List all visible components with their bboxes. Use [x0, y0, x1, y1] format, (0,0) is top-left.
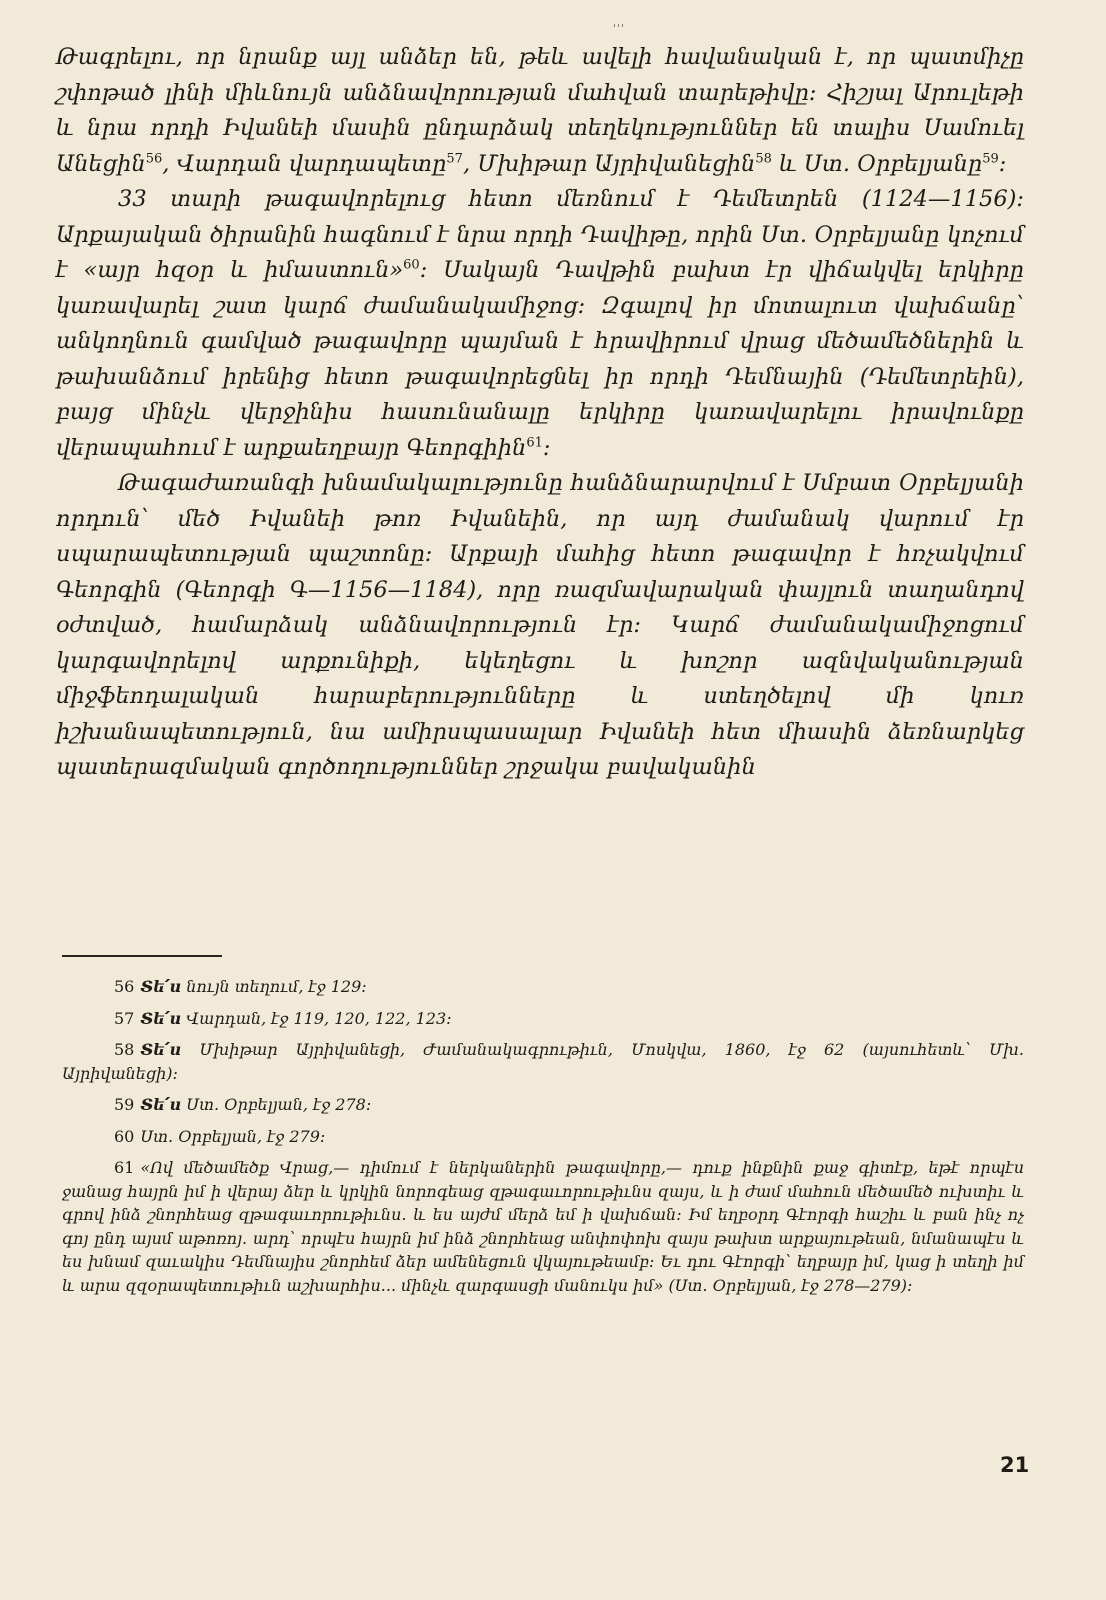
footnote-number: 61: [114, 1158, 135, 1177]
footnote-number: 58: [114, 1040, 135, 1059]
footnote-lead: Տե՛ս: [140, 1008, 182, 1028]
footnote-text: Վարդան, էջ 119, 120, 122, 123:: [181, 1008, 452, 1028]
footnote-number: 59: [114, 1095, 135, 1114]
footnote-divider: [62, 955, 222, 957]
footnote-number: 57: [114, 1008, 135, 1028]
footnote: [62, 1038, 1024, 1085]
footnote-number: 60: [114, 1126, 135, 1146]
footnote-reference: 58: [755, 151, 772, 166]
text-segment: 33 տարի թագավորելուց հետո մեռնում է Դեմետրեն (1124—1156): Արքայական ծիրանին հագնում է նրա որդի Դավիթը, որին Ստ. Օրբելյանը կոչում է «այր հզօր և իմաստուն»: [56, 186, 1024, 283]
text-segment: և Ստ. Օրբելյանը: [771, 150, 983, 177]
footnote: [62, 1125, 1024, 1149]
text-segment: :: [998, 150, 1007, 177]
footnote-reference: 56: [145, 151, 163, 166]
paragraph: [56, 466, 1024, 786]
footnote-lead: Տե՛ս: [140, 1040, 182, 1059]
page-number: 21: [1000, 1453, 1030, 1477]
text-segment: :: [542, 434, 551, 461]
footnote: [62, 975, 1024, 999]
text-segment: Թագրելու, որ նրանք այլ անձեր են, թեև ավելի հավանական է, որ պատմիչը շփոթած լինի միևնույն անձնավորության մահվան տարեթիվը: Հիշյալ Արուլեթի և նրա որդի Իվանեի մասին ընդարձակ տեղեկություններ են տալիս Սամուել Անեցին: [56, 44, 1024, 177]
footnote-lead: Տե՛ս: [140, 977, 182, 996]
footnote: [62, 1093, 1024, 1117]
footnote-text: Ստ. Օրբելյան, էջ 279:: [140, 1126, 326, 1146]
text-segment: , Վարդան վարդապետը: [162, 150, 447, 177]
footnote-text: «Ով մեծամեծք Վրաց,— դիմում է ներկաներին թագավորը,— դուք ինքնին քաջ գիտէք, եթէ որպէս ջանաց հայրն իմ ի վերայ ձեր և կրկին նորոգեաց զթագաւորութիւնս զայս, և ի ժամ մահուն մեծամեծ ուխտիւ և գրով ինձ շնորհեաց զթագաւորութիւնս. և ես այժմ մերձ եմ ի վախճան: Իմ եղբօրդ Գէորգի հաշիւ և բան ինչ ոչ գոյ ընդ այսմ աթոռոյ. արդ՝ որպէս հայրն իմ ինձ շնորհեաց անփոփոխ զայս թախտ արքայութեան, նմանապէս և ես խնամ զաւակիս Դեմնայիս շնորհեմ ձեր ամենեցուն վկայութեամբ: Եւ դու Գէորգի՝ եղբայր իմ, կաց ի տեղի իմ և արա զզօրապետութիւն աշխարհիս... մինչև զարգասցի մանուկս իմ» (Ստ. Օրբելյան, էջ 278—279):: [62, 1158, 1024, 1295]
paragraph: [56, 40, 1024, 182]
footnotes: [62, 975, 1024, 1305]
main-text: [56, 40, 1024, 786]
text-segment: Թագաժառանգի խնամակալությունը հանձնարարվում է Սմբատ Օրբելյանի որդուն՝ մեծ Իվանեի թոռ Իվանեին, որ այդ ժամանակ վարում էր սպարապետության պաշտոնը: Արքայի մահից հետո թագավոր է հռչակվում Գեորգին (Գեորգի Գ—1156—1184), որը ռազմավարական փայլուն տաղանդով օժտված, համարձակ անձնավորություն էր: Կարճ ժամանակամիջոցում կարգավորելով արքունիքի, եկեղեցու և խոշոր ազնվականության միջֆեոդալական հարաբերությունները և ստեղծելով մի կուռ իշխանապետություն, նա ամիրսպասալար Իվանեի հետ միասին ձեռնարկեց պատերազմական գործողություններ շրջակա բավականին: [56, 470, 1024, 780]
footnote-text: նույն տեղում, էջ 129:: [181, 977, 367, 996]
footnote: [62, 1007, 1024, 1031]
text-segment: : Սակայն Դավթին բախտ էր վիճակվել երկիրը կառավարել շատ կարճ ժամանակամիջոց: Զգալով իր մոտալուտ վախճանը՝ անկողնուն գամված թագավորը պայման է հրավիրում վրաց մեծամեծներին և թախանձում իրենից հետո թագավորեցնել իր որդի Դեմնային (Դեմետրեին), բայց մինչև վերջինիս հասունանալը երկիրը կառավարելու իրավունքը վերապահում է արքաեղբայր Գեորգիին: [56, 257, 1024, 461]
footnote-number: 56: [114, 977, 135, 996]
text-segment: , Մխիթար Այրիվանեցին: [462, 150, 756, 177]
footnote-text: Մխիթար Այրիվանեցի, Ժամանակագրութիւն, Մոսկվա, 1860, էջ 62 (այսուհետև՝ Մխ. Այրիվանեցի):: [62, 1040, 1024, 1083]
footnote-text: Ստ. Օրբելյան, էջ 278:: [181, 1095, 372, 1114]
footnote-lead: Տե՛ս: [140, 1095, 182, 1114]
footnote: [62, 1156, 1024, 1297]
paragraph: [56, 182, 1024, 466]
footnote-reference: 57: [446, 151, 463, 166]
footnote-reference: 59: [982, 151, 999, 166]
footnote-reference: 60: [403, 257, 420, 273]
top-mark: ''': [613, 22, 626, 35]
footnote-reference: 61: [526, 435, 543, 450]
